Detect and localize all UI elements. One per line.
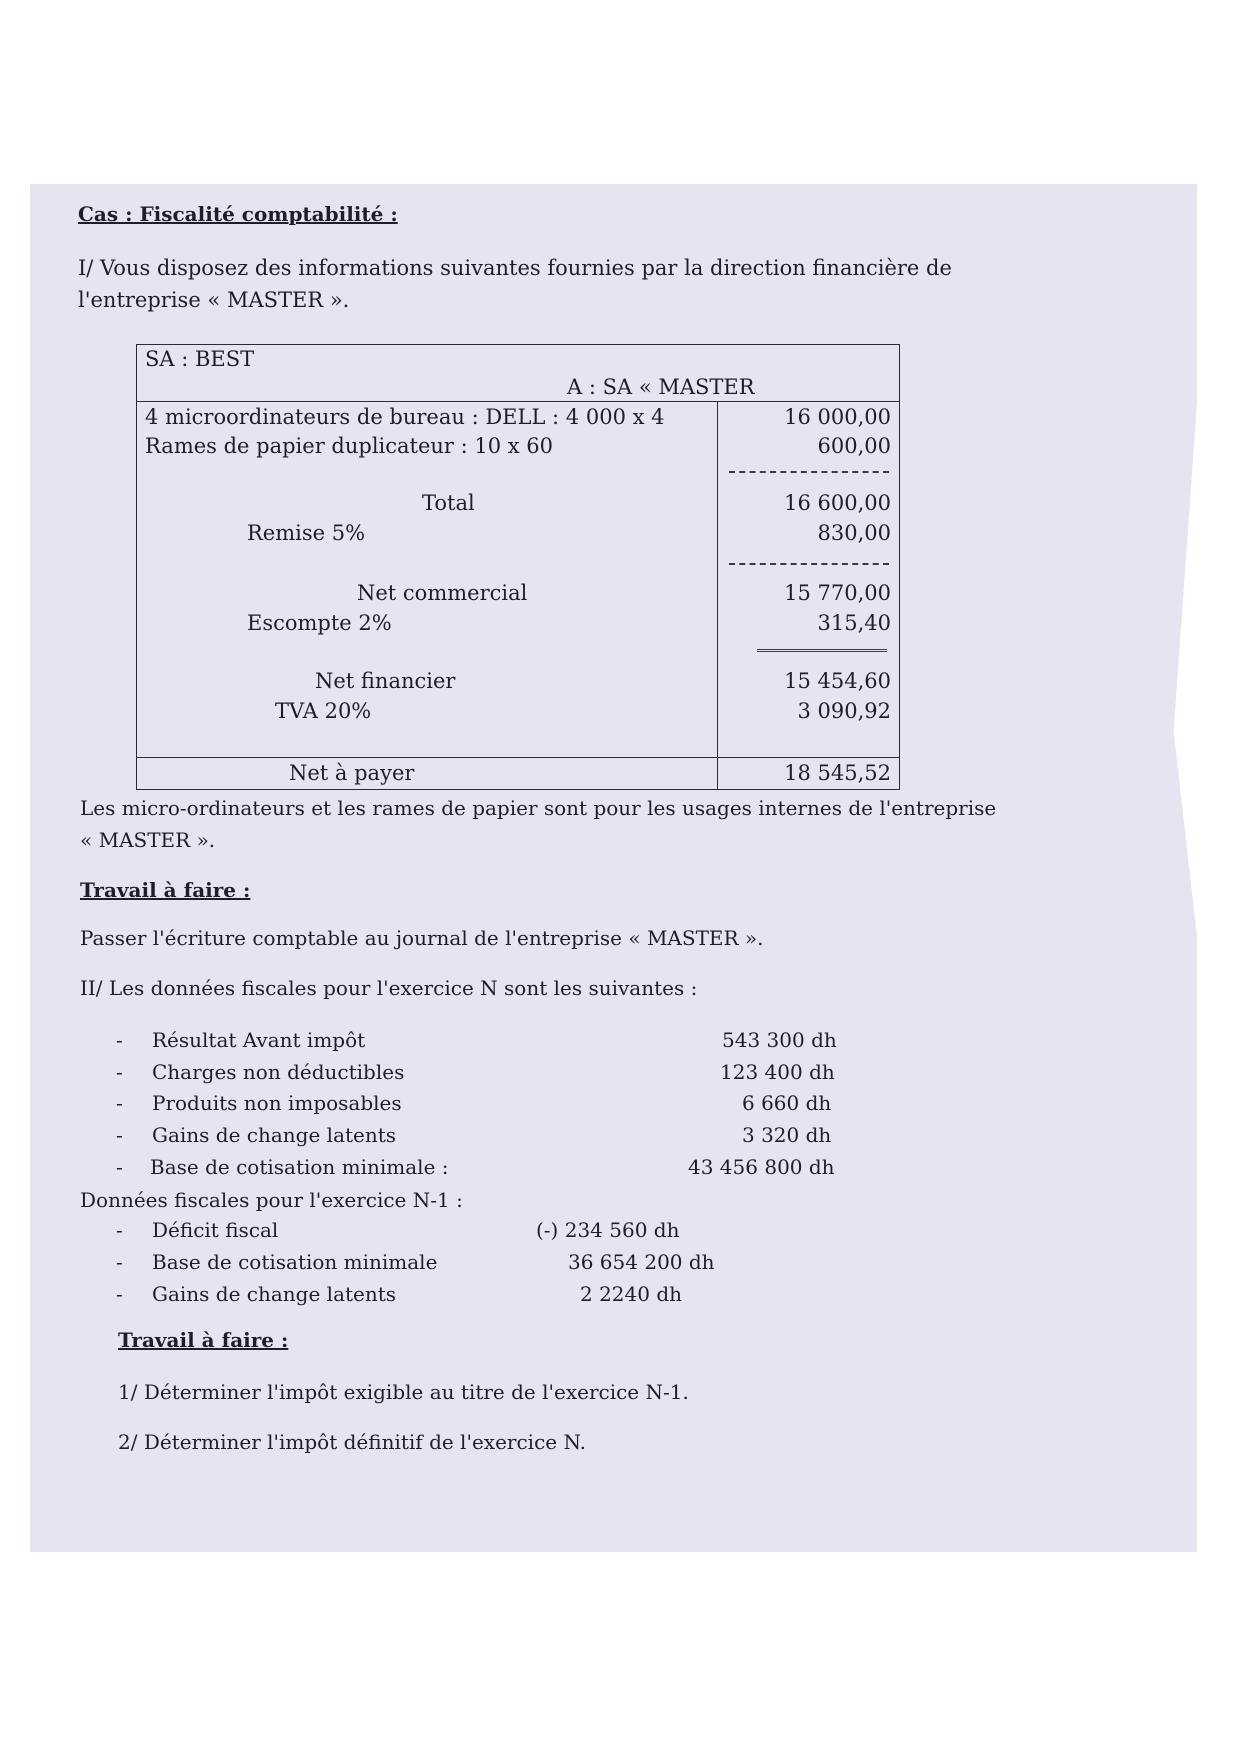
intro-paragraph bbox=[78, 252, 998, 316]
part2-intro-block bbox=[80, 972, 1000, 1004]
usage-note-line-2: « MASTER ». bbox=[80, 828, 216, 852]
work-title-2-block bbox=[118, 1324, 1038, 1356]
bullet: - bbox=[116, 1155, 123, 1179]
n1-title-block bbox=[80, 1184, 1000, 1216]
fiscal-n-value: 6 660 dh bbox=[742, 1091, 832, 1115]
dashed-separator bbox=[729, 471, 889, 473]
work-title-1: Travail à faire : bbox=[80, 878, 251, 902]
bullet: - bbox=[116, 1060, 123, 1084]
work-title-2: Travail à faire : bbox=[118, 1328, 289, 1352]
question-1: 1/ Déterminer l'impôt exigible au titre de l'exercice N-1. bbox=[118, 1380, 689, 1404]
fiscal-n1-label: Base de cotisation minimale bbox=[152, 1250, 438, 1274]
fiscal-n1-value: 2 2240 dh bbox=[580, 1282, 683, 1306]
work-text-1-block bbox=[80, 922, 1000, 954]
bullet: - bbox=[116, 1123, 123, 1147]
case-title-block bbox=[78, 198, 998, 230]
fiscal-n-label: Produits non imposables bbox=[152, 1091, 402, 1115]
bullet: - bbox=[116, 1218, 123, 1242]
fiscal-n-value: 3 320 dh bbox=[742, 1123, 832, 1147]
work-text-1: Passer l'écriture comptable au journal de l'entreprise « MASTER ». bbox=[80, 926, 764, 950]
fiscal-n-label: Résultat Avant impôt bbox=[152, 1028, 366, 1052]
net-commercial-label: Net commercial bbox=[357, 581, 528, 605]
tva-label: TVA 20% bbox=[275, 699, 372, 723]
fiscal-n-value: 123 400 dh bbox=[720, 1060, 835, 1084]
fiscal-n1-value: (-) 234 560 dh bbox=[536, 1218, 680, 1242]
bullet: - bbox=[116, 1282, 123, 1306]
part2-intro: II/ Les données fiscales pour l'exercice N sont les suivantes : bbox=[80, 976, 698, 1000]
remise-amount: 830,00 bbox=[817, 521, 891, 545]
intro-line-2: l'entreprise « MASTER ». bbox=[78, 288, 350, 312]
n1-title: Données fiscales pour l'exercice N-1 : bbox=[80, 1188, 463, 1212]
question-2: 2/ Déterminer l'impôt définitif de l'exercice N. bbox=[118, 1430, 587, 1454]
tva-amount: 3 090,92 bbox=[797, 699, 891, 723]
question-1-block bbox=[118, 1376, 1038, 1408]
work-title-1-block bbox=[80, 874, 1000, 906]
net-payer-label: Net à payer bbox=[289, 761, 415, 785]
double-separator bbox=[757, 649, 887, 652]
dashed-separator bbox=[729, 563, 889, 565]
escompte-amount: 315,40 bbox=[817, 611, 891, 635]
invoice-table bbox=[136, 344, 900, 790]
invoice-supplier: SA : BEST bbox=[145, 347, 255, 371]
case-title: Cas : Fiscalité comptabilité : bbox=[78, 202, 398, 226]
bullet: - bbox=[116, 1250, 123, 1274]
net-financier-label: Net financier bbox=[315, 669, 456, 693]
usage-note bbox=[80, 792, 1000, 856]
invoice-client: A : SA « MASTER bbox=[567, 375, 755, 399]
fiscal-n1-label: Déficit fiscal bbox=[152, 1218, 279, 1242]
net-payer-amount: 18 545,52 bbox=[784, 761, 891, 785]
intro-line-1: I/ Vous disposez des informations suivantes fournies par la direction financière de bbox=[78, 256, 952, 280]
fiscal-n-label: Charges non déductibles bbox=[152, 1060, 405, 1084]
fiscal-n-label: Gains de change latents bbox=[152, 1123, 397, 1147]
escompte-label: Escompte 2% bbox=[247, 611, 392, 635]
total-amount: 16 600,00 bbox=[784, 491, 891, 515]
usage-note-line-1: Les micro-ordinateurs et les rames de papier sont pour les usages internes de l'entreprise bbox=[80, 796, 997, 820]
invoice-column-divider bbox=[717, 401, 718, 789]
remise-label: Remise 5% bbox=[247, 521, 366, 545]
invoice-line-label: 4 microordinateurs de bureau : DELL : 4 000 x 4 bbox=[145, 405, 665, 429]
net-financier-amount: 15 454,60 bbox=[784, 669, 891, 693]
invoice-line-amount: 600,00 bbox=[817, 434, 891, 458]
fiscal-n-value: 543 300 dh bbox=[722, 1028, 837, 1052]
invoice-header bbox=[137, 345, 899, 402]
fiscal-n1-value: 36 654 200 dh bbox=[568, 1250, 715, 1274]
invoice-footer-line bbox=[137, 757, 899, 758]
invoice-line-amount: 16 000,00 bbox=[784, 405, 891, 429]
question-2-block bbox=[118, 1426, 1038, 1458]
fiscal-n-value: 43 456 800 dh bbox=[688, 1155, 835, 1179]
total-label: Total bbox=[422, 491, 475, 515]
bullet: - bbox=[116, 1091, 123, 1115]
fiscal-n-label: Base de cotisation minimale : bbox=[150, 1155, 449, 1179]
bullet: - bbox=[116, 1028, 123, 1052]
invoice-line-label: Rames de papier duplicateur : 10 x 60 bbox=[145, 434, 554, 458]
net-commercial-amount: 15 770,00 bbox=[784, 581, 891, 605]
fiscal-n1-label: Gains de change latents bbox=[152, 1282, 397, 1306]
